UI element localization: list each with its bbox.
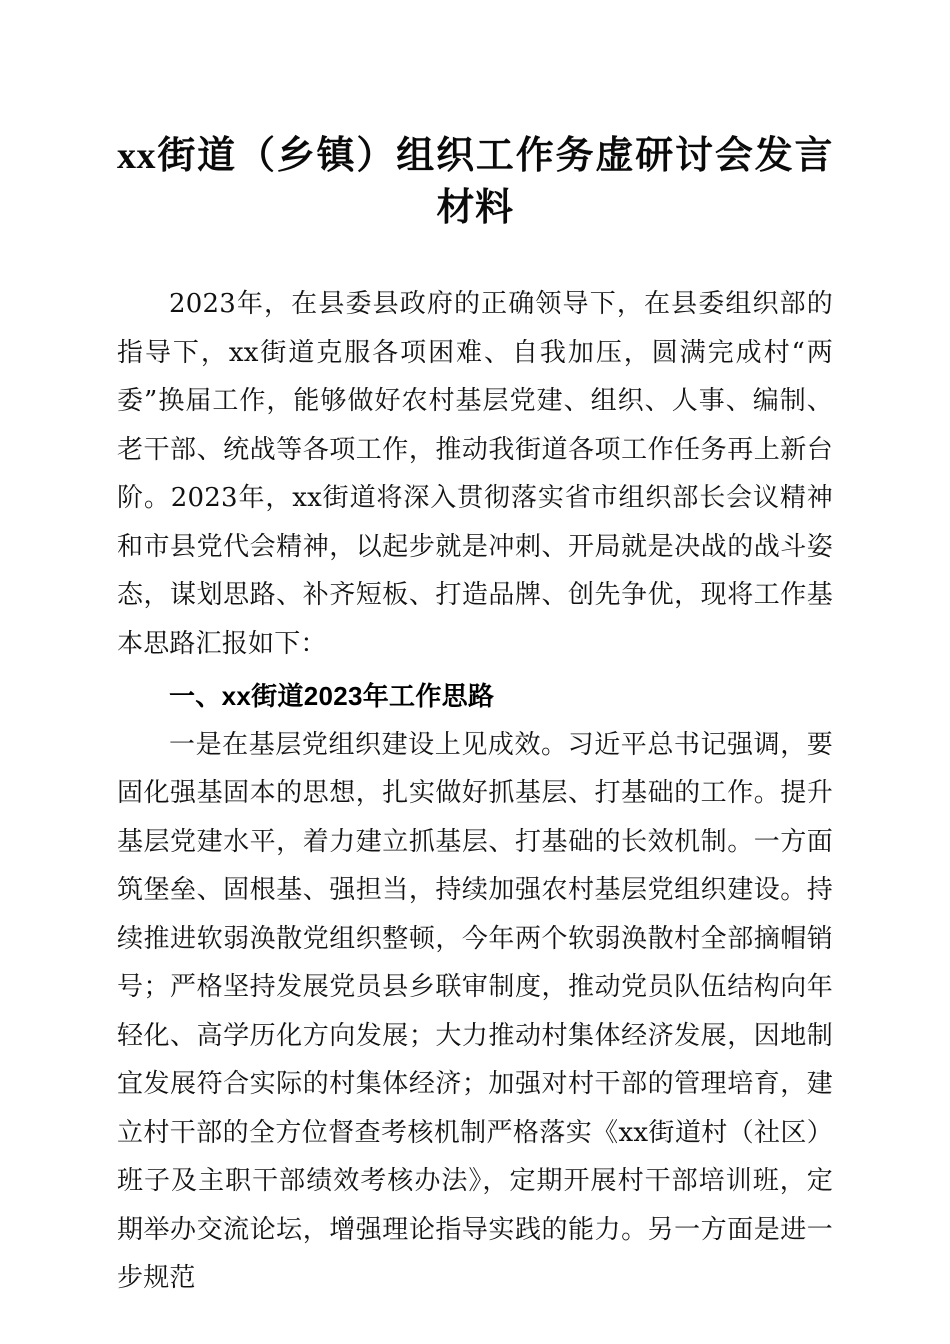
document-content [117,0,833,1303]
section-1-paragraph-1: 一是在基层党组织建设上见成效。习近平总书记强调，要固化强基固本的思想，扎实做好抓基层、打基础的工作。提升基层党建水平，着力建立抓基层、打基础的长效机制。一方面筑堡垒、固根基、强担当，持续加强农村基层党组织建设。持续推进软弱涣散党组织整顿，今年两个软弱涣散村全部摘帽销号；严格坚持发展党员县乡联审制度，推动党员队伍结构向年轻化、高学历化方向发展；大力推动村集体经济发展，因地制宜发展符合实际的村集体经济；加强对村干部的管理培育，建立村干部的全方位督查考核机制严格落实《xx街道村（社区）班子及主职干部绩效考核办法》，定期开展村干部培训班，定期举办交流论坛，增强理论指导实践的能力。另一方面是进一步规范 [117,729,833,1293]
page-title: xx街道（乡镇）组织工作务虚研讨会发言材料 [117,135,833,229]
intro-paragraph: 2023年，在县委县政府的正确领导下，在县委组织部的指导下，xx街道克服各项困难、自我加压，圆满完成村“两委”换届工作，能够做好农村基层党建、组织、人事、编制、老干部、统战等各项工作，推动我街道各项工作任务再上新台阶。2023年，xx街道将深入贯彻落实省市组织部长会议精神和市县党代会精神，以起步就是冲刺、开局就是决战的战斗姿态，谋划思路、补齐短板、打造品牌、创先争优，现将工作基本思路汇报如下： [117,289,833,659]
section-heading-1: 一、xx街道2023年工作思路 [169,681,495,711]
